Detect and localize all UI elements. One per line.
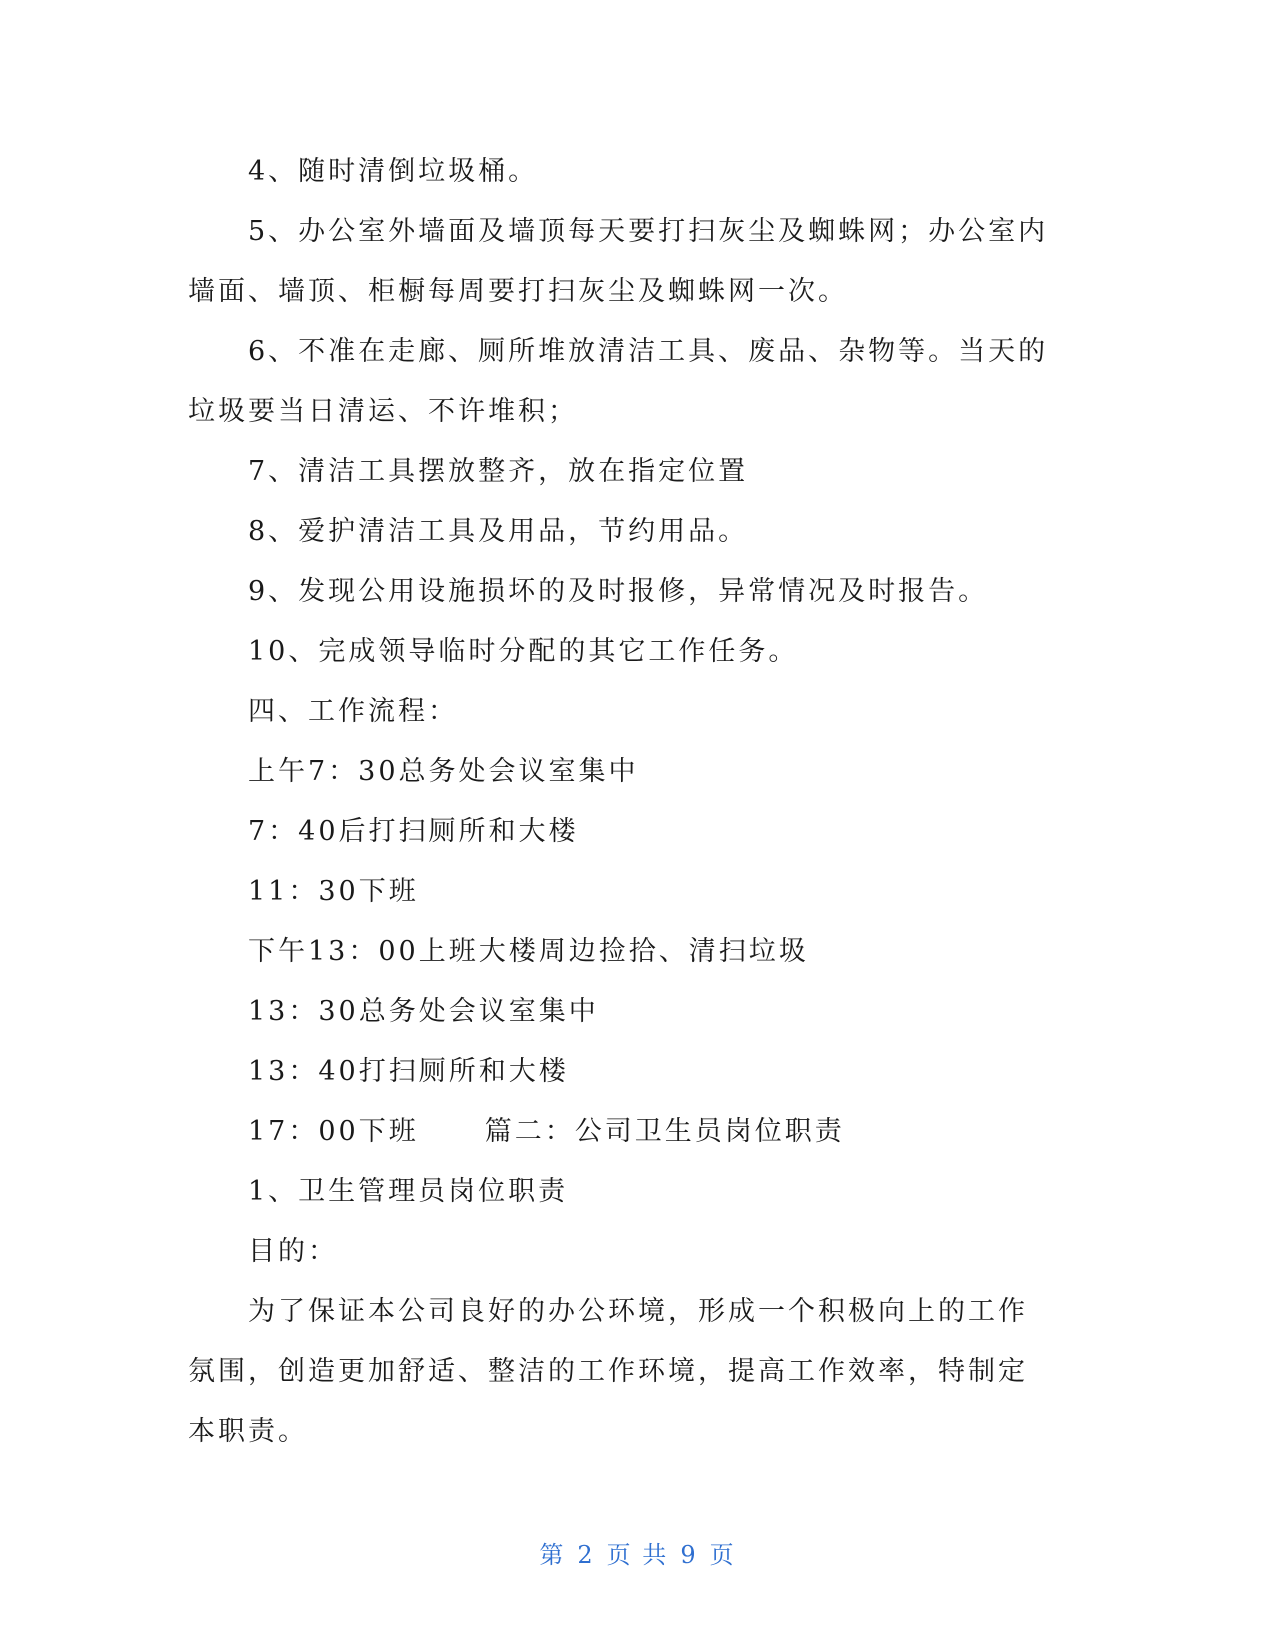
page-number-footer (0, 1535, 1275, 1570)
paragraph-line: 10、完成领导临时分配的其它工作任务。 (248, 636, 799, 667)
paragraph-line: 1、卫生管理员岗位职责 (248, 1176, 569, 1207)
total-page-number: 9 (680, 1541, 698, 1569)
footer-suffix: 页 (709, 1541, 736, 1569)
paragraph-line: 本职责。 (188, 1416, 308, 1447)
schedule-line: 13：30总务处会议室集中 (248, 996, 599, 1027)
paragraph-line: 7、清洁工具摆放整齐，放在指定位置 (248, 456, 749, 487)
footer-prefix: 第 (539, 1541, 566, 1569)
footer-middle: 页 共 (606, 1541, 669, 1569)
paragraph-line: 目的： (248, 1236, 338, 1267)
schedule-end-text: 17：00下班 (248, 1116, 419, 1147)
schedule-line: 13：40打扫厕所和大楼 (248, 1056, 569, 1087)
schedule-line: 下午13：00上班大楼周边捡拾、清扫垃圾 (248, 936, 809, 967)
paragraph-line: 5、办公室外墙面及墙顶每天要打扫灰尘及蜘蛛网；办公室内 (248, 216, 1049, 247)
paragraph-line: 4、随时清倒垃圾桶。 (248, 156, 539, 187)
schedule-and-article-title-line (188, 1102, 1083, 1162)
paragraph-line: 6、不准在走廊、厕所堆放清洁工具、废品、杂物等。当天的 (248, 336, 1049, 367)
paragraph-line: 9、发现公用设施损坏的及时报修，异常情况及时报告。 (248, 576, 989, 607)
schedule-line: 7：40后打扫厕所和大楼 (248, 816, 579, 847)
section-heading: 四、工作流程： (248, 696, 458, 727)
paragraph-line: 氛围，创造更加舒适、整洁的工作环境，提高工作效率，特制定 (188, 1356, 1028, 1387)
current-page-number: 2 (577, 1541, 595, 1569)
paragraph-line: 8、爱护清洁工具及用品，节约用品。 (248, 516, 749, 547)
paragraph-line: 墙面、墙顶、柜橱每周要打扫灰尘及蜘蛛网一次。 (188, 276, 848, 307)
article-title: 篇二：公司卫生员岗位职责 (484, 1116, 845, 1147)
document-body (188, 142, 1083, 1462)
paragraph-line: 垃圾要当日清运、不许堆积； (188, 396, 578, 427)
paragraph-line: 为了保证本公司良好的办公环境，形成一个积极向上的工作 (248, 1296, 1028, 1327)
schedule-line: 上午7：30总务处会议室集中 (248, 756, 639, 787)
schedule-line: 11：30下班 (248, 876, 419, 907)
